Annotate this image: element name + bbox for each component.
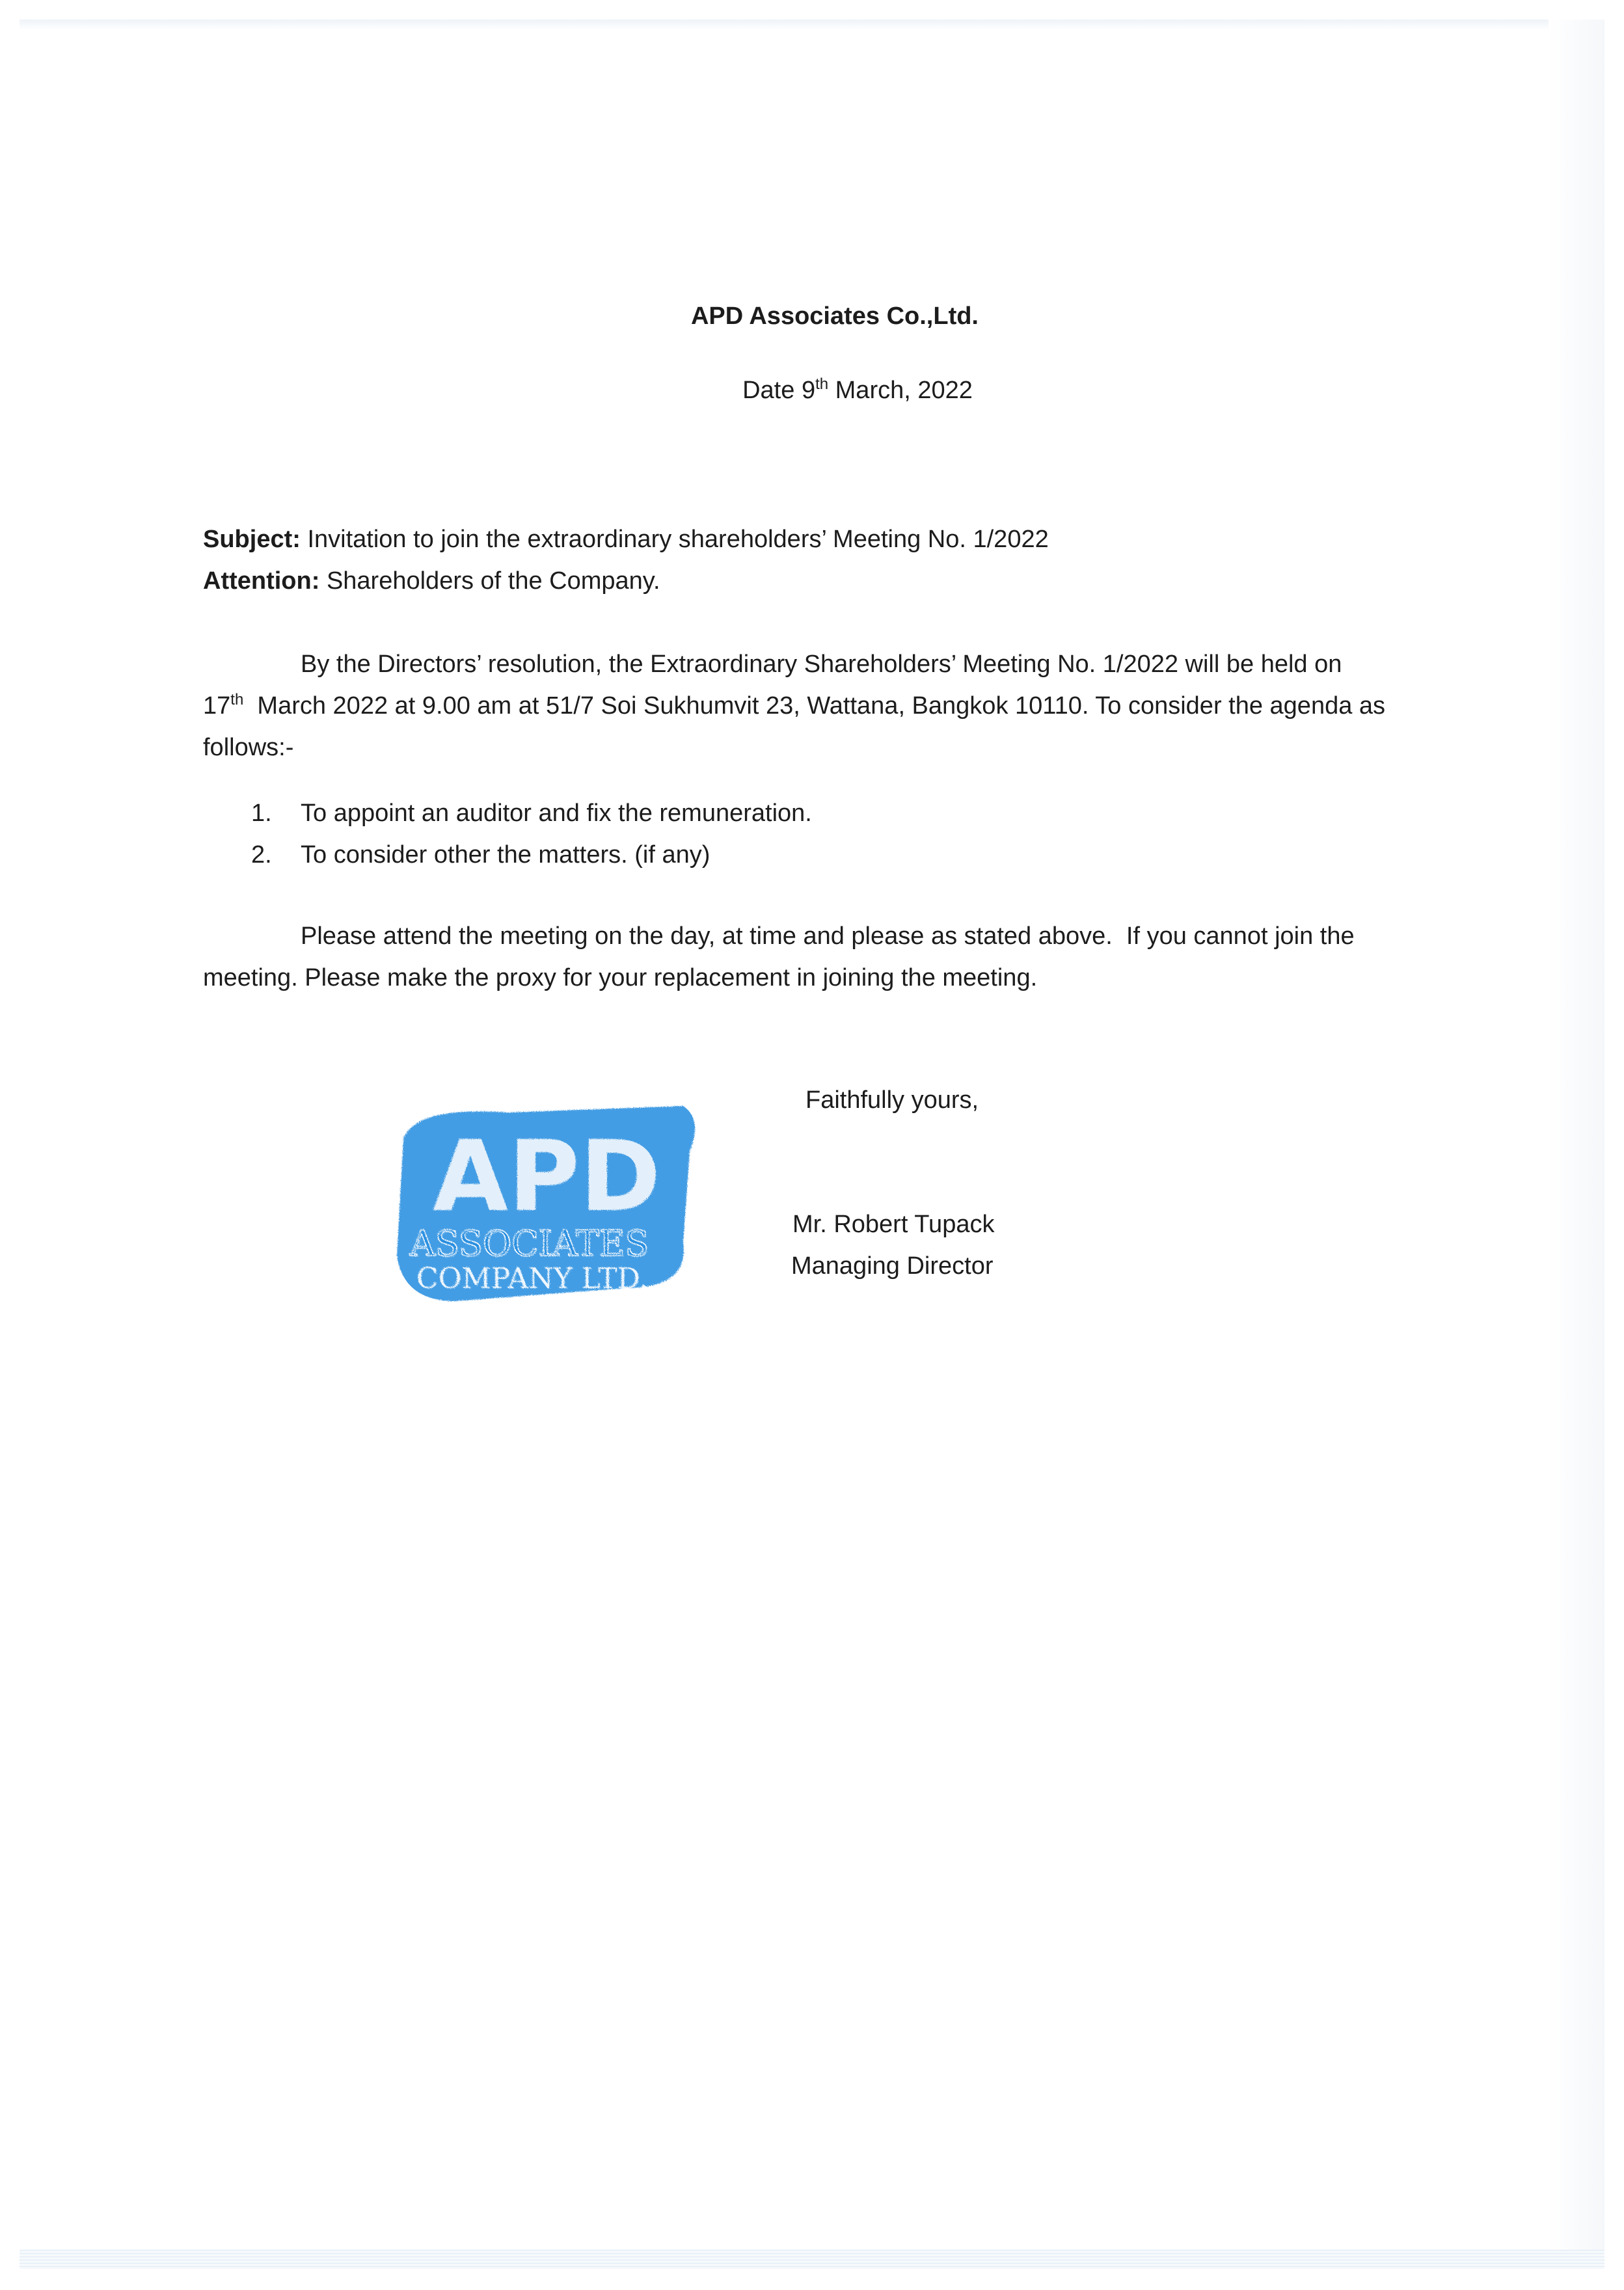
scan-edge-bottom [20,2250,1604,2269]
date-day: 9 [801,377,816,404]
agenda-item-text: To appoint an auditor and fix the remuneration. [301,800,812,827]
body-paragraph-2 [203,915,1491,999]
stamp-line-1: ASSOCIATES [410,1223,649,1264]
date-day-suffix: th [815,375,829,393]
agenda-item-text: To consider other the matters. (if any) [301,841,710,869]
stamp-line-2: COMPANY LTD. [416,1262,649,1295]
signer-title: Managing Director [791,1252,994,1280]
scan-edge-top [20,20,1604,30]
company-stamp [377,1093,716,1314]
attention-line [203,560,660,602]
paragraph-1-line-1: By the Directors’ resolution, the Extraordinary Shareholders’ Meeting No. 1/2022 will be held on [301,651,1342,678]
attention-text: Shareholders of the Company. [319,567,660,595]
agenda-item-number: 1. [251,800,272,827]
body-paragraph-1 [203,643,1491,768]
subject-label: Subject: [203,526,301,553]
date-prefix: Date [742,377,802,404]
paragraph-2-line-1: Please attend the meeting on the day, at time and please as stated above. If you cannot join the [301,923,1355,950]
paragraph-1-line-2 [203,685,1491,727]
stamp-logo-text: APD [433,1120,661,1233]
date-rest: March, 2022 [828,377,973,404]
company-name: APD Associates Co.,Ltd. [690,303,979,330]
scan-edge-right [1549,20,1604,2251]
attention-label: Attention: [203,567,320,595]
closing-salutation: Faithfully yours, [805,1086,979,1114]
meeting-day: 17 [203,692,231,720]
paragraph-2-line-2: meeting. Please make the proxy for your replacement in joining the meeting. [203,964,1038,991]
agenda-item [251,792,812,834]
subject-line [203,519,1049,560]
agenda-item-number: 2. [251,841,272,869]
signer-name: Mr. Robert Tupack [792,1211,995,1238]
meeting-day-suffix: th [230,691,244,708]
paragraph-1-line-3: follows:- [203,734,294,761]
letter-date [0,370,1624,411]
meeting-details: March 2022 at 9.00 am at 51/7 Soi Sukhumvit 23, Wattana, Bangkok 10110. To consider the agenda as [243,692,1386,720]
agenda-item [251,834,710,876]
subject-text: Invitation to join the extraordinary shareholders’ Meeting No. 1/2022 [300,526,1049,553]
